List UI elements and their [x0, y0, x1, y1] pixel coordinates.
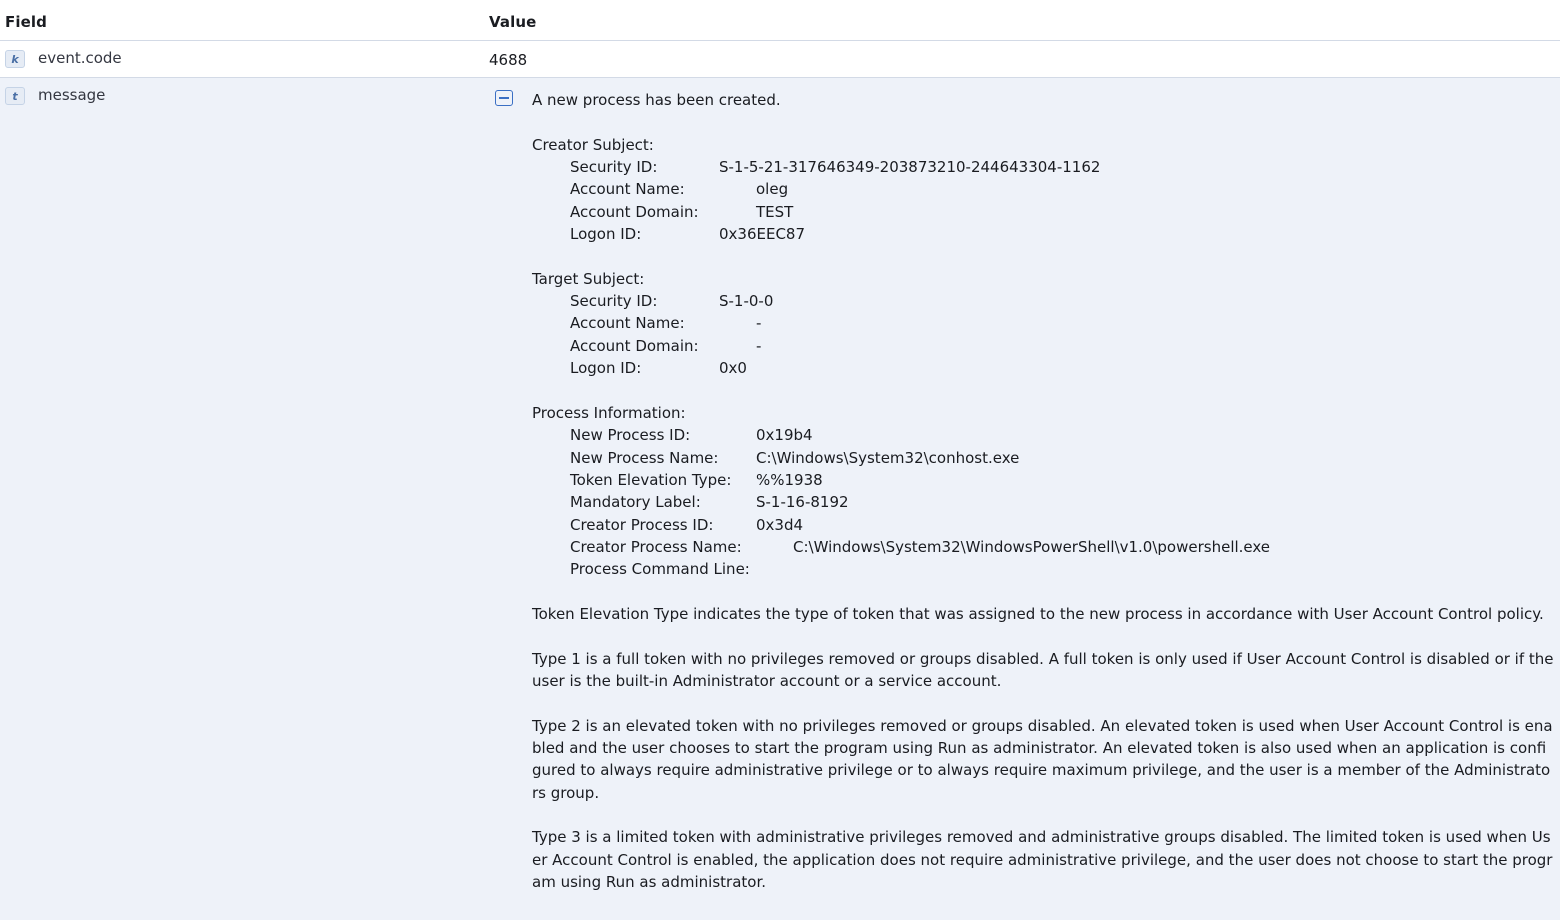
field-value: 4688: [489, 51, 528, 69]
mandatory-label-label: Mandatory Label:: [570, 493, 701, 512]
field-name: message: [38, 86, 106, 104]
message-intro: A new process has been created.: [532, 91, 781, 109]
target-logon-id-label: Logon ID:: [570, 359, 642, 378]
creator-security-id-label: Security ID:: [570, 158, 658, 177]
target-security-id-line: [532, 290, 1554, 312]
target-account-name-value: -: [756, 314, 762, 333]
creator-process-id-line: [532, 514, 1554, 536]
type3-paragraph: Type 3 is a limited token with administrative privileges removed and administrative groups disabled. The limited token is used when User Account Control is enabled, the application does not require administrative privilege, and the user does not choose to start the program using Run as administrator.: [532, 828, 1553, 892]
creator-process-id-label: Creator Process ID:: [570, 515, 714, 534]
target-account-name-line: [532, 312, 1554, 334]
creator-logon-id-label: Logon ID:: [570, 225, 642, 244]
process-command-line-label: Process Command Line:: [570, 560, 750, 579]
new-process-name-label: New Process Name:: [570, 448, 719, 467]
new-process-id-value: 0x19b4: [756, 426, 813, 445]
target-security-id-label: Security ID:: [570, 292, 658, 311]
mandatory-label-line: [532, 491, 1554, 513]
creator-logon-id-line: [532, 223, 1554, 245]
creator-subject-title: Creator Subject:: [532, 135, 654, 154]
target-account-name-label: Account Name:: [570, 314, 685, 333]
collapse-icon[interactable]: [495, 90, 513, 106]
creator-account-name-value: oleg: [756, 180, 789, 199]
creator-account-domain-label: Account Domain:: [570, 202, 699, 221]
creator-logon-id-value: 0x36EEC87: [719, 225, 806, 244]
creator-security-id-line: [532, 156, 1554, 178]
creator-account-name-line: [532, 178, 1554, 200]
new-process-name-line: [532, 447, 1554, 469]
table-row: [0, 41, 1560, 78]
value-column-header[interactable]: Value: [489, 13, 537, 31]
creator-account-name-label: Account Name:: [570, 180, 685, 199]
target-account-domain-line: [532, 335, 1554, 357]
mandatory-label-value: S-1-16-8192: [756, 493, 849, 512]
target-logon-id-line: [532, 357, 1554, 379]
type1-paragraph: Type 1 is a full token with no privileges removed or groups disabled. A full token is only used if User Account Control is disabled or if the user is the built-in Administrator account or a service account.: [532, 649, 1554, 690]
table-header: [0, 0, 1560, 41]
type2-paragraph: Type 2 is an elevated token with no privileges removed or groups disabled. An elevated token is used when User Account Control is enabled and the user chooses to start the program using Run as administrator. An elevated token is also used when an application is configured to always require administrative privilege or to always require maximum privilege, and the user is a member of the Administrators group.: [532, 716, 1553, 802]
field-column-header[interactable]: Field: [5, 13, 47, 31]
target-account-domain-value: -: [756, 336, 762, 355]
process-information-title: Process Information:: [532, 403, 686, 422]
creator-process-id-value: 0x3d4: [756, 515, 804, 534]
table-row: [0, 78, 1560, 920]
keyword-type-icon: k: [5, 50, 25, 68]
token-elevation-type-line: [532, 469, 1554, 491]
message-value: [532, 89, 1554, 893]
creator-account-domain-value: TEST: [756, 202, 794, 221]
new-process-id-label: New Process ID:: [570, 426, 691, 445]
process-command-line-line: [532, 558, 1554, 580]
new-process-name-value: C:\Windows\System32\conhost.exe: [756, 448, 1020, 467]
creator-security-id-value: S-1-5-21-317646349-203873210-244643304-1162: [719, 158, 1101, 177]
target-subject-title: Target Subject:: [532, 269, 645, 288]
creator-process-name-value: C:\Windows\System32\WindowsPowerShell\v1.0\powershell.exe: [793, 537, 1271, 556]
target-logon-id-value: 0x0: [719, 359, 747, 378]
target-security-id-value: S-1-0-0: [719, 292, 774, 311]
field-name: event.code: [38, 49, 122, 67]
text-type-icon: t: [5, 87, 25, 105]
new-process-id-line: [532, 424, 1554, 446]
creator-process-name-line: [532, 536, 1554, 558]
target-account-domain-label: Account Domain:: [570, 336, 699, 355]
token-elevation-type-value: %%1938: [756, 470, 823, 489]
token-elevation-paragraph: Token Elevation Type indicates the type of token that was assigned to the new process in accordance with User Account Control policy.: [532, 604, 1544, 623]
token-elevation-type-label: Token Elevation Type:: [570, 470, 732, 489]
creator-account-domain-line: [532, 201, 1554, 223]
creator-process-name-label: Creator Process Name:: [570, 537, 742, 556]
